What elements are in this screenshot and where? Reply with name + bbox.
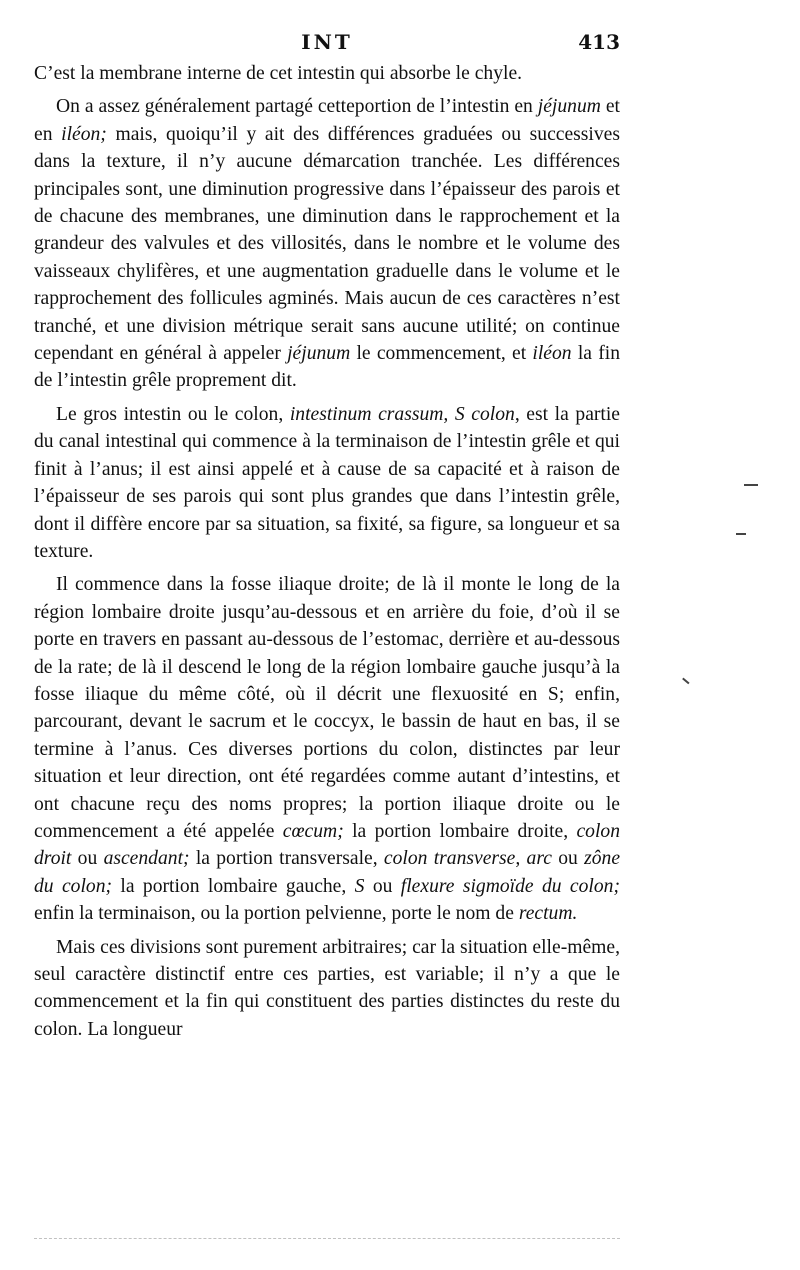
text-run: et en [34, 96, 620, 145]
text-run: la portion transversale, [189, 848, 384, 870]
paragraph [34, 93, 620, 394]
italic-term: colon droit [34, 820, 620, 870]
margin-mark [736, 533, 746, 535]
italic-term: iléon [532, 343, 572, 365]
italic-term: intestinum crassum, S colon [289, 403, 515, 425]
paragraph [34, 571, 620, 927]
italic-term: cœcum; [282, 820, 344, 842]
italic-term: ascendant; [103, 848, 190, 870]
text-run: ou [551, 848, 585, 870]
margin-mark [682, 678, 689, 684]
paragraph [34, 60, 620, 87]
text-run: ou [364, 875, 401, 897]
italic-term: zône du colon; [34, 848, 621, 897]
text-run: Mais ces divisions sont purement arbitraires; car la situation elle-même, seul caractère distinctif entre ces parties, est variable; il n’y a que le commencement et la fin qui constituent des parties distinctes du reste du colon. La longueur [34, 936, 620, 1040]
text-run: Il commence dans la fosse iliaque droite; de là il monte le long de la région lombaire droite jusqu’au-dessous et en arrière du foie, d’où il se porte en travers en passant au-dessous de l’estomac, derrière et au-dessous de la rate; de là il descend le long de la région lombaire gauche jusqu’à la fosse iliaque du même côté, où il décrit une flexuosité en S; enfin, parcourant, devant le sacrum et le coccyx, le bassin de haut en bas, il se termine à l’anus. Ces diverses portions du colon, distinctes par leur situation et leur direction, ont été regardées comme autant d’intestins, et ont chacune reçu des noms propres; la portion iliaque droite ou le commencement a été appelée [34, 574, 620, 842]
italic-term: iléon; [61, 123, 107, 145]
text-run: la portion lombaire gauche, [112, 875, 355, 897]
text-run: la portion lombaire droite, [343, 820, 577, 842]
page-number: 413 [578, 30, 620, 54]
text-run: mais, quoiqu’il y ait des différences graduées ou successives dans la texture, il n’y aucune démarcation tranchée. Les différences principales sont, une diminution progressive dans l’épaisseur des parois et de chacune des membranes, une diminution dans le rapprochement et la grandeur des valvules et des villosités, dans le nombre et le volume des vaisseaux chylifères, et une augmentation graduelle dans le volume et le rapprochement des follicules agminés. Mais aucun de ces caractères n’est tranché, et une division métrique serait sans aucune utilité; on continue cependant en général à appeler [34, 123, 620, 365]
running-title: INT [301, 30, 353, 54]
text-run: le commencement, et [350, 343, 533, 365]
body-text [34, 60, 620, 1049]
italic-term: jéjunum [287, 343, 351, 365]
text-run: , est la partie du canal intestinal qui commence à la terminaison de l’intestin grêle et qui finit à l’anus; il est ainsi appelé et à cause de sa capacité et à raison de l’épaisseur de ses parois qui sont plus grandes que dans l’intestin grêle, dont il diffère encore par sa situation, sa fixité, sa figure, sa longueur et sa texture. [34, 403, 621, 562]
text-run: enfin la terminaison, ou la portion pelvienne, porte le nom de [34, 903, 519, 925]
italic-term: S [354, 875, 365, 897]
text-run: la fin de l’intestin grêle proprement dit. [34, 343, 620, 392]
running-head [34, 30, 620, 60]
italic-term: flexure sigmoïde du colon; [400, 875, 620, 897]
text-run: On a assez généralement partagé cetteportion de l’intestin en [56, 96, 538, 118]
italic-term: jéjunum [537, 96, 601, 118]
footer-rule [34, 1238, 620, 1243]
italic-term: rectum. [518, 903, 578, 925]
text-run: ou [71, 848, 104, 870]
text-run: Le gros intestin ou le colon, [56, 403, 290, 425]
margin-mark [744, 484, 758, 486]
italic-term: colon transverse, arc [383, 848, 552, 870]
text-run: C’est la membrane interne de cet intestin qui absorbe le chyle. [34, 63, 523, 84]
paragraph [34, 934, 620, 1044]
paragraph [34, 401, 620, 565]
